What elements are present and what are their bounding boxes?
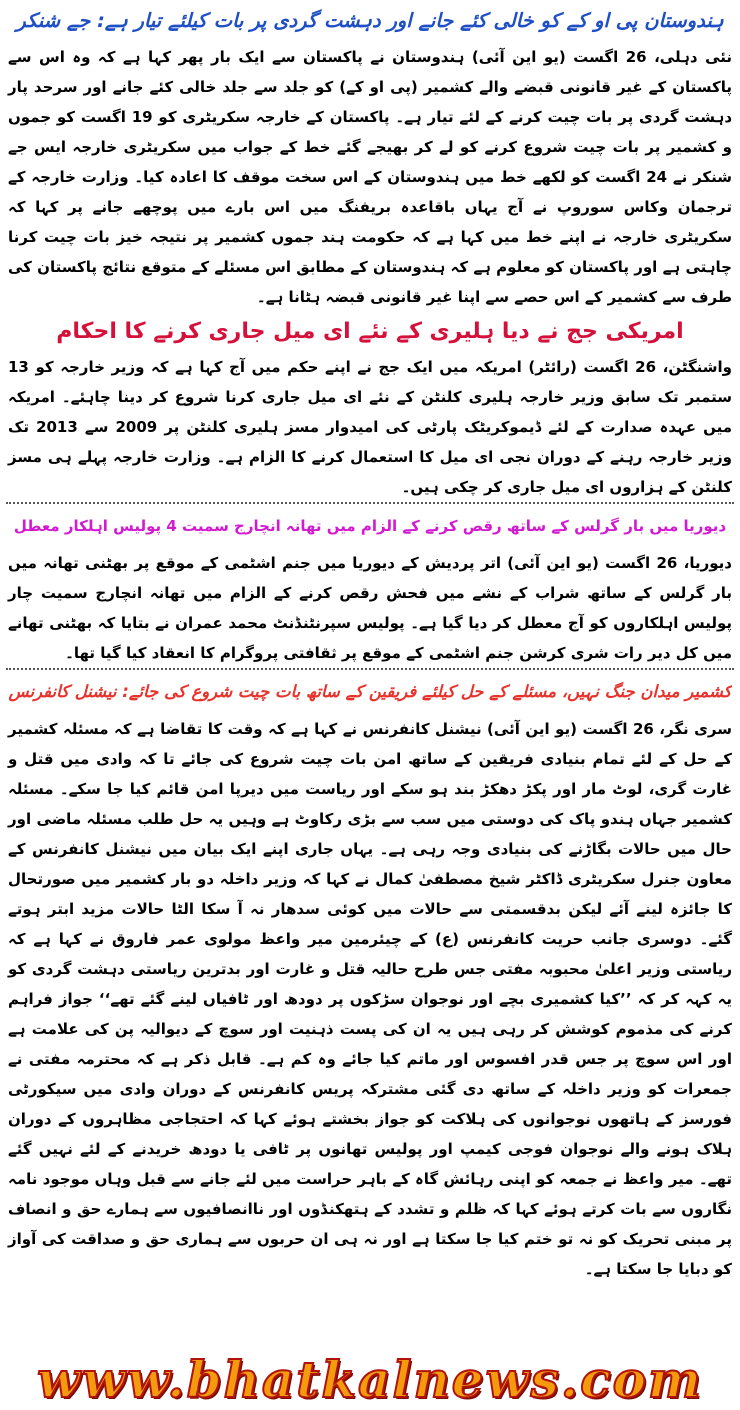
article-body: سری نگر، 26 اگست (یو این آئی) نیشنل کانفرنس نے کہا ہے کہ وقت کا تقاضا ہے کہ مسئلہ کشمیر کے حل کے لئے تمام بنیادی فریقین کے ساتھ امن بات چیت شروع کی جائے تا کہ وادی میں قتل و غارت گری، لوٹ مار اور پکڑ دھکڑ بند ہو سکے اور ریاست میں دیرپا امن قائم کیا جا سکے۔ مسئلہ کشمیر جہاں ہندو پاک کی دوستی میں سب سے بڑی رکاوٹ ہے وہیں یہ حل طلب مسئلہ ماضی اور حال میں حالات بگاڑنے کی بنیادی وجہ رہی ہے۔ یہاں جاری اپنے ایک بیان میں نیشنل کانفرنس کے معاون جنرل سکریٹری ڈاکٹر شیخ مصطفیٰ کمال نے کہا کہ وزیر داخلہ دو بار کشمیر میں صورتحال کا جائزہ لینے آئے لیکن بدقسمتی سے حالات میں کوئی سدھار نہ آ سکا الٹا حالات مزید ابتر ہوتے گئے۔ دوسری جانب حریت کانفرنس (ع) کے چیئرمین میر واعظ مولوی عمر فاروق نے کہا ہے کہ ریاستی وزیر اعلیٰ محبوبہ مفتی جس طرح حالیہ قتل و غارت اور بدترین ریاستی دہشت گردی کو یہ کہہ کر کہ ’’کیا کشمیری بچے اور نوجوان سڑکوں پر دودھ اور ٹافیاں لینے گئے تھے‘‘ جواز فراہم کرنے کی مذموم کوشش کر رہی ہیں یہ ان کی پست ذہنیت اور سوچ کے دیوالیہ پن کی علامت ہے اور اس سوچ پر جس قدر افسوس اور ماتم کیا جائے وہ کم ہے۔ قابل ذکر ہے کہ محترمہ مفتی نے جمعرات کو وزیر داخلہ کے ساتھ دی گئی مشترکہ پریس کانفرنس کے دوران وادی میں سیکورٹی فورسز کے ہاتھوں نوجوانوں کی ہلاکت کو جواز بخشتے ہوئے کہا کہ احتجاجی مظاہروں کے دوران ہلاک ہونے والے نوجوان فوجی کیمپ اور پولیس تھانوں پر ٹافی یا دودھ خریدنے کے لئے نہیں گئے تھے۔ میر واعظ نے جمعہ کو اپنی رہائش گاہ کے باہر حراست میں لئے جانے سے قبل وہاں موجود نامہ نگاروں سے بات کرتے ہوئے کہا کہ ظلم و تشدد کے ہتھکنڈوں اور ناانصافیوں سے ہمارے حق و انصاف پر مبنی تحریک کو نہ تو ختم کیا جا سکتا ہے اور نہ ہی ان حربوں سے ہماری حق و صداقت کی آواز کو دبایا جا سکتا ہے۔ bbox=[8, 720, 732, 1278]
article-deoria-police bbox=[0, 504, 740, 668]
article-headline: دیوریا میں بار گرلس کے ساتھ رقص کرنے کے الزام میں تھانہ انچارج سمیت 4 پولیس اہلکار معطل bbox=[13, 517, 727, 535]
article-national-conference bbox=[0, 670, 740, 1284]
article-headline: ہندوستان پی او کے کو خالی کئے جانے اور دہشت گردی پر بات کیلئے تیار ہے: جے شنکر bbox=[16, 9, 724, 32]
article-body: نئی دہلی، 26 اگست (یو این آئی) ہندوستان نے پاکستان سے ایک بار پھر کہا ہے کہ وہ اس سے پاکستان کے غیر قانونی قبضے والے کشمیر (پی او کے) کو جلد سے جلد خالی کئے جانے اور سرحد پار دہشت گردی پر بات چیت کرنے کے لئے تیار ہے۔ پاکستان کے خارجہ سکریٹری کو 19 اگست کو جموں و کشمیر پر بات چیت شروع کرنے کو لے کر بھیجے گئے خط کے جواب میں سکریٹری خارجہ ایس جے شنکر نے 24 اگست کو لکھے خط میں ہندوستان کے اس سخت موقف کا اعادہ کیا۔ وزارت خارجہ کے ترجمان وکاس سوروپ نے آج یہاں باقاعدہ بریفنگ میں اس بارے میں پوچھے جانے پر کہا کہ سکریٹری خارجہ نے اپنے خط میں کہا ہے کہ حکومت ہند جموں کشمیر پر نتیجہ خیز بات چیت کرنا چاہتی ہے اور پاکستان کو معلوم ہے کہ ہندوستان کے مطابق اس مسئلے کے متوقع نتائج پاکستان کی طرف سے کشمیر کے اس حصے سے اپنا غیر قانونی قبضہ ہٹانا ہے۔ bbox=[8, 48, 733, 306]
article-headline: امریکی جج نے دیا ہلیری کے نئے ای میل جاری کرنے کا احکام bbox=[56, 319, 684, 344]
article-body: واشنگٹن، 26 اگست (رائٹر) امریکہ میں ایک جج نے اپنے حکم میں آج کہا ہے کہ وزیر خارجہ کو 13 ستمبر تک سابق وزیر خارجہ ہلیری کلنٹن کے نئے ای میل جاری کرنا شروع کر دینا چاہئے۔ امریکہ میں عہدہ صدارت کے لئے ڈیموکریٹک پارٹی کی امیدوار مسز ہلیری کلنٹن پر 2009 سے 2013 تک وزیر خارجہ رہنے کے دوران نجی ای میل کا استعمال کرنے کا الزام ہے۔ وزارت خارجہ پہلے ہی مسز کلنٹن کے ہزاروں ای میل جاری کر چکی ہیں۔ bbox=[8, 358, 733, 496]
article-hillary-emails bbox=[0, 312, 740, 502]
website-watermark[interactable]: www.bhatkalnews.com bbox=[37, 1349, 703, 1409]
article-jaishankar bbox=[0, 0, 740, 312]
footer-banner bbox=[0, 1348, 740, 1410]
article-headline: کشمیر میدان جنگ نہیں، مسئلے کے حل کیلئے فریقین کے ساتھ بات چیت شروع کی جائے: نیشنل کانفرنس bbox=[8, 682, 732, 701]
article-body: دیوریا، 26 اگست (یو این آئی) اتر پردیش کے دیوریا میں جنم اشٹمی کے موقع پر بھٹنی تھانہ میں بار گرلس کے ساتھ شراب کے نشے میں فحش رقص کرنے کے الزام میں تھانہ انچارج سمیت چار پولیس اہلکاروں کو آج معطل کر دیا گیا ہے۔ پولیس سپرنٹنڈنٹ محمد عمران نے بتایا کہ بھٹنی تھانے میں کل دیر رات شری کرشن جنم اشٹمی کے موقع پر ثقافتی پروگرام کا انعقاد کیا گیا تھا۔ bbox=[8, 554, 732, 662]
